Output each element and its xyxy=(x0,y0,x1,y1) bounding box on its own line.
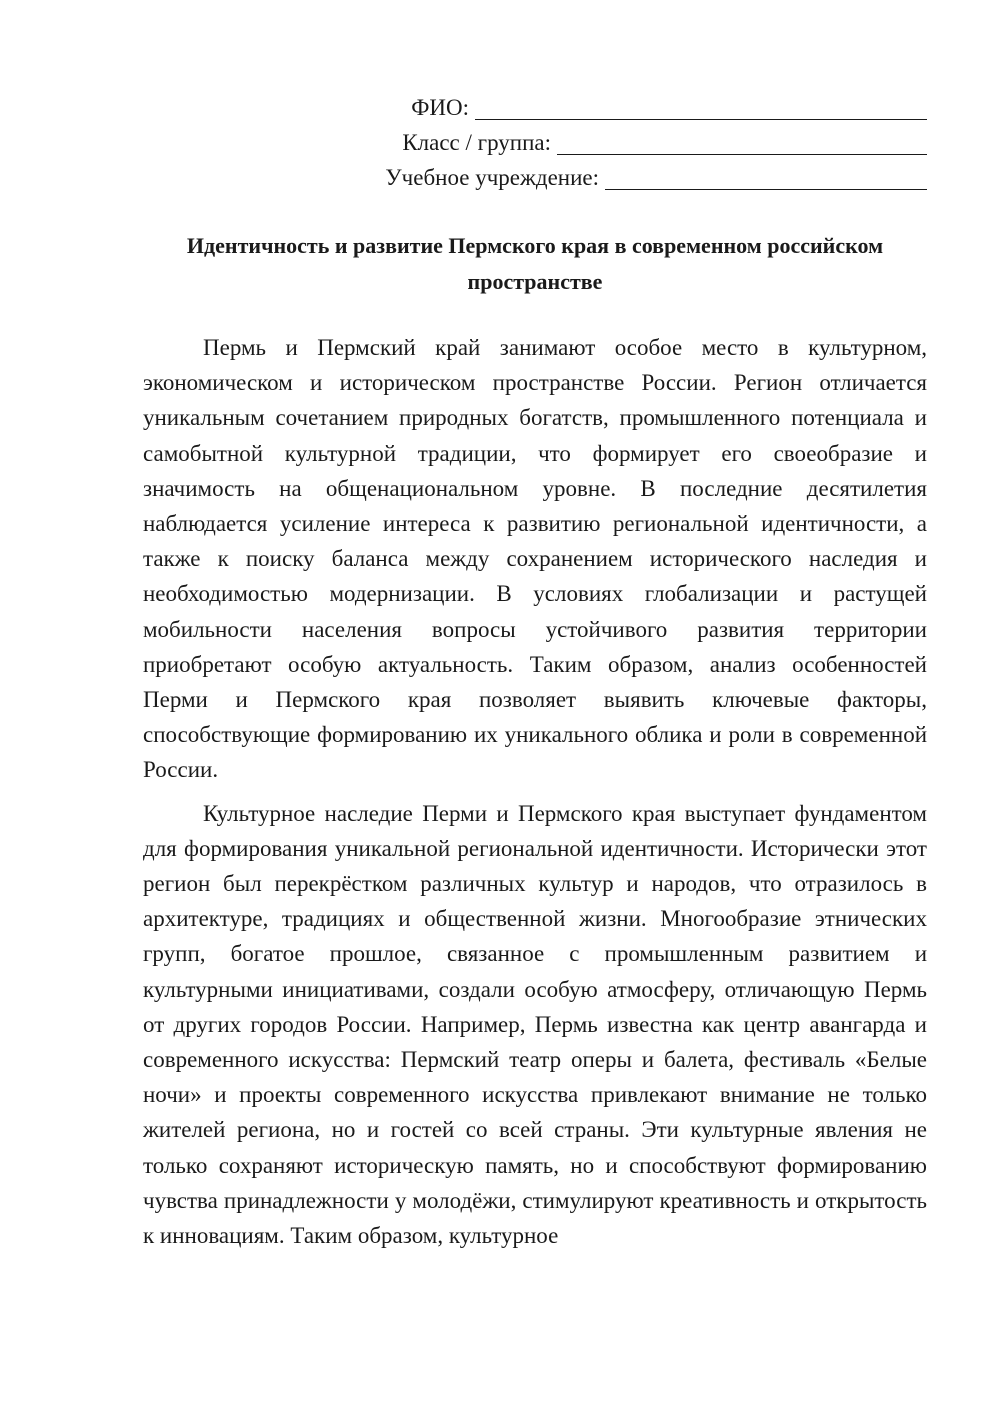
institution-field-label: Учебное учреждение: xyxy=(385,165,599,190)
document-body xyxy=(143,330,927,1261)
class-field-row xyxy=(402,125,927,160)
name-field-label: ФИО: xyxy=(411,95,469,120)
institution-field-row xyxy=(385,160,927,195)
institution-field-line[interactable] xyxy=(605,163,927,190)
class-field-line[interactable] xyxy=(557,128,927,155)
paragraph: Культурное наследие Перми и Пермского края выступает фундаментом для формирования уникальной региональной идентичности. Исторически этот регион был перекрёстком различных культур и народов, что отразилось в архитектуре, традициях и общественной жизни. Многообразие этнических групп, богатое прошлое, связанное с промышленным развитием и культурными инициативами, создали особую атмосферу, отличающую Пермь от других городов России. Например, Пермь известна как центр авангарда и современного искусства: Пермский театр оперы и балета, фестиваль «Белые ночи» и проекты современного искусства привлекают внимание не только жителей региона, но и гостей со всей страны. Эти культурные явления не только сохраняют историческую память, но и способствуют формированию чувства принадлежности у молодёжи, стимулируют креативность и открытость к инновациям. Таким образом, культурное xyxy=(143,800,927,1249)
class-field-label: Класс / группа: xyxy=(402,130,551,155)
paragraph: Пермь и Пермский край занимают особое место в культурном, экономическом и историческом пространстве России. Регион отличается уникальным сочетанием природных богатств, промышленного потенциала и самобытной культурной традиции, что формирует его своеобразие и значимость на общенациональном уровне. В последние десятилетия наблюдается усиление интереса к развитию региональной идентичности, а также к поиску баланса между сохранением исторического наследия и необходимостью модернизации. В условиях глобализации и растущей мобильности населения вопросы устойчивого развития территории приобретают особую актуальность. Таким образом, анализ особенностей Перми и Пермского края позволяет выявить ключевые факторы, способствующие формированию их уникального облика и роли в современной России. xyxy=(143,335,927,783)
name-field-row xyxy=(411,90,927,125)
student-info-form xyxy=(0,90,927,195)
name-field-line[interactable] xyxy=(475,93,927,120)
document-title: Идентичность и развитие Пермского края в современном российском пространстве xyxy=(186,233,884,294)
